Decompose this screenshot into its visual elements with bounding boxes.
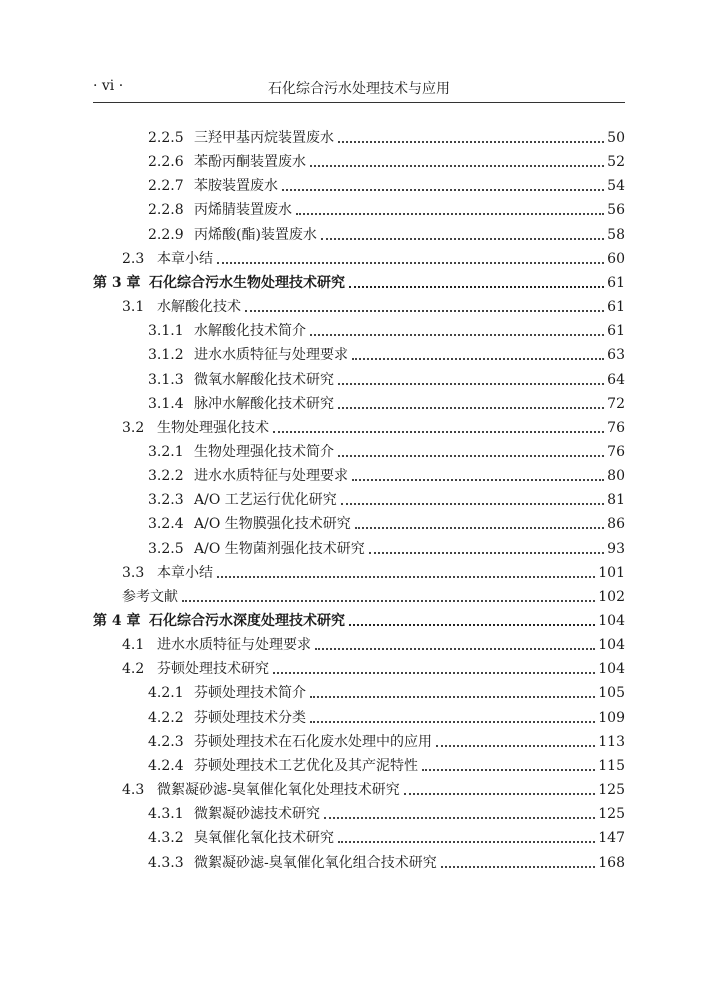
toc-entry-number: 4.3.1	[148, 806, 184, 823]
page-folio: · vi ·	[93, 78, 124, 94]
toc-dot-leader	[338, 454, 604, 457]
toc-entry	[122, 583, 625, 606]
toc-dot-leader	[245, 309, 604, 312]
toc-entry-number: 4.2.4	[148, 757, 184, 774]
toc-dot-leader	[355, 526, 604, 529]
toc-entry-number: 4.2.2	[148, 709, 184, 726]
toc-entry	[122, 414, 625, 437]
toc-entry	[122, 245, 625, 268]
toc-entry-title: 芬顿处理技术在石化废水处理中的应用	[194, 733, 432, 750]
toc-dot-leader	[404, 792, 596, 795]
toc-entry-page: 113	[598, 733, 625, 750]
toc-entry-page: 105	[598, 685, 625, 702]
toc-entry-page: 60	[607, 250, 625, 267]
toc-dot-leader	[349, 623, 595, 626]
toc-entry-number: 4.2.1	[148, 685, 184, 702]
toc-entry-title: 进水水质特征与处理要求	[157, 637, 311, 654]
toc-entry	[148, 510, 625, 533]
toc-entry-number: 3.1.3	[148, 371, 184, 388]
toc-entry-number: 2.2.8	[148, 202, 184, 219]
toc-entry-page: 115	[598, 757, 625, 774]
toc-entry-title: 水解酸化技术简介	[194, 323, 306, 340]
toc-entry-number: 3.2.3	[148, 492, 184, 509]
toc-entry-title: 水解酸化技术	[157, 299, 241, 316]
toc-entry	[148, 124, 625, 147]
toc-entry-number: 3.2	[122, 419, 145, 436]
toc-entry	[148, 704, 625, 727]
toc-dot-leader	[273, 430, 604, 433]
toc-dot-leader	[341, 502, 604, 505]
toc-dot-leader	[349, 285, 604, 288]
toc-entry-page: 109	[598, 709, 625, 726]
toc-entry-title: 微絮凝砂滤-臭氧催化氧化处理技术研究	[157, 782, 400, 799]
toc-entry-number: 2.2.6	[148, 154, 184, 171]
toc-entry-page: 125	[598, 782, 625, 799]
toc-dot-leader	[338, 406, 604, 409]
toc-entry-title: 参考文献	[122, 588, 178, 605]
toc-entry-title: 微氧水解酸化技术研究	[194, 371, 334, 388]
toc-entry-title: 微絮凝砂滤-臭氧催化氧化组合技术研究	[194, 854, 437, 871]
toc-entry	[148, 172, 625, 195]
page-header	[93, 76, 625, 100]
toc-dot-leader	[324, 816, 595, 819]
toc-entry-page: 104	[598, 637, 625, 654]
toc-entry-title: 三羟甲基丙烷装置废水	[194, 130, 334, 146]
toc-entry-number: 4.3.3	[148, 854, 184, 871]
header-rule	[93, 102, 625, 103]
toc-entry	[148, 341, 625, 364]
toc-entry-number: 3.1.4	[148, 395, 184, 412]
toc-entry	[148, 196, 625, 219]
toc-entry-page: 81	[607, 492, 625, 509]
toc-dot-leader	[310, 720, 595, 723]
toc-entry-page: 64	[607, 371, 625, 388]
toc-entry	[122, 631, 625, 654]
toc-entry-number: 3.2.4	[148, 516, 184, 533]
toc-entry-page: 61	[607, 299, 625, 316]
toc-entry	[148, 366, 625, 389]
toc-entry-page: 76	[607, 443, 625, 460]
toc-entry-number: 3.1	[122, 299, 145, 316]
toc-dot-leader	[321, 237, 604, 240]
toc-entry-number: 4.3	[122, 782, 145, 799]
toc-entry	[93, 269, 625, 292]
toc-entry-title: 臭氧催化氧化技术研究	[194, 830, 334, 847]
toc-entry-page: 54	[607, 178, 625, 195]
toc-entry-number: 3.2.2	[148, 468, 184, 485]
toc-entry-number: 3.1.1	[148, 323, 184, 340]
toc-entry-page: 52	[607, 154, 625, 171]
toc-entry	[122, 293, 625, 316]
toc-entry-number: 2.2.7	[148, 178, 184, 195]
toc-dot-leader	[338, 840, 595, 843]
toc-entry-number: 2.2.9	[148, 226, 184, 243]
toc-entry-number: 2.2.5	[148, 130, 184, 146]
toc-dot-leader	[296, 212, 604, 215]
toc-entry-number: 2.3	[122, 250, 145, 267]
toc-entry-page: 76	[607, 419, 625, 436]
toc-entry-title: 芬顿处理技术工艺优化及其产泥特性	[194, 757, 418, 774]
toc-entry	[148, 752, 625, 775]
toc-entry-number: 第 3 章	[93, 274, 141, 291]
running-title: 石化综合污水处理技术与应用	[268, 81, 450, 97]
toc-entry-title: 进水水质特征与处理要求	[194, 347, 348, 364]
toc-entry	[148, 800, 625, 823]
toc-entry	[148, 728, 625, 751]
toc-entry-title: A/O 工艺运行优化研究	[194, 492, 337, 509]
toc-entry	[148, 438, 625, 461]
toc-entry-number: 3.2.5	[148, 540, 184, 557]
toc-entry-title: 芬顿处理技术研究	[157, 661, 269, 678]
toc-entry-title: 芬顿处理技术简介	[194, 685, 306, 702]
toc-entry-title: 苯胺装置废水	[194, 178, 278, 195]
toc-entry-page: 104	[598, 661, 625, 678]
toc-entry	[122, 776, 625, 799]
toc-entry	[148, 221, 625, 244]
toc-dot-leader	[217, 261, 604, 264]
toc-dot-leader	[273, 671, 595, 674]
toc-dot-leader	[422, 768, 595, 771]
toc-dot-leader	[369, 551, 604, 554]
toc-entry-title: 石化综合污水生物处理技术研究	[149, 274, 345, 291]
toc-dot-leader	[352, 478, 604, 481]
toc-entry	[148, 824, 625, 847]
toc-entry	[148, 317, 625, 340]
toc-entry	[122, 655, 625, 678]
toc-entry-number: 4.1	[122, 637, 145, 654]
toc-entry-title: 生物处理强化技术简介	[194, 443, 334, 460]
toc-entry-page: 86	[607, 516, 625, 533]
toc-entry-number: 第 4 章	[93, 613, 141, 629]
toc-dot-leader	[352, 357, 604, 360]
toc-entry-title: 微絮凝砂滤技术研究	[194, 806, 320, 823]
toc-entry-page: 102	[598, 588, 625, 605]
toc-dot-leader	[217, 575, 595, 578]
toc-entry-page: 72	[607, 395, 625, 412]
toc-entry	[148, 849, 625, 872]
toc-dot-leader	[282, 188, 604, 191]
toc-dot-leader	[338, 382, 604, 385]
toc-entry-page: 168	[598, 854, 625, 871]
toc-entry-title: 芬顿处理技术分类	[194, 709, 306, 726]
toc-entry-page: 125	[598, 806, 625, 823]
toc-entry-title: 苯酚丙酮装置废水	[194, 154, 306, 171]
toc-entry-title: 进水水质特征与处理要求	[194, 468, 348, 485]
toc-dot-leader	[182, 599, 595, 602]
toc-entry-page: 61	[607, 323, 625, 340]
toc-entry	[122, 559, 625, 582]
toc-entry-page: 93	[607, 540, 625, 557]
toc-entry-title: A/O 生物膜强化技术研究	[194, 516, 351, 533]
toc-entry	[93, 607, 625, 630]
toc-entry-page: 104	[598, 613, 625, 629]
toc-entry-page: 147	[598, 830, 625, 847]
toc-entry-title: 丙烯酸(酯)装置废水	[194, 226, 317, 243]
toc-entry-title: 生物处理强化技术	[157, 419, 269, 436]
toc-entry-title: 本章小结	[157, 250, 213, 267]
toc-entry-page: 80	[607, 468, 625, 485]
toc-entry-title: 石化综合污水深度处理技术研究	[149, 613, 345, 629]
toc-entry	[148, 148, 625, 171]
toc-entry	[148, 535, 625, 558]
toc-dot-leader	[310, 695, 595, 698]
toc-entry-number: 3.1.2	[148, 347, 184, 364]
toc-dot-leader	[338, 140, 604, 143]
toc-entry	[148, 462, 625, 485]
toc-entry-title: 脉冲水解酸化技术研究	[194, 395, 334, 412]
toc-entry	[148, 679, 625, 702]
toc-dot-leader	[315, 647, 595, 650]
toc-entry-number: 4.2	[122, 661, 145, 678]
toc-entry-number: 3.3	[122, 564, 145, 581]
toc-entry-page: 101	[598, 564, 625, 581]
toc-entry-title: 丙烯腈装置废水	[194, 202, 292, 219]
toc-entry-page: 58	[607, 226, 625, 243]
toc-dot-leader	[441, 865, 596, 868]
toc-entry-page: 63	[607, 347, 625, 364]
toc-dot-leader	[310, 333, 604, 336]
toc-entry-page: 56	[607, 202, 625, 219]
toc-entry-number: 4.3.2	[148, 830, 184, 847]
toc-entry-title: A/O 生物菌剂强化技术研究	[194, 540, 365, 557]
toc-entry-number: 4.2.3	[148, 733, 184, 750]
toc-entry-page: 61	[607, 274, 625, 291]
toc-entry	[148, 390, 625, 413]
toc-entry	[148, 486, 625, 509]
toc-dot-leader	[436, 744, 595, 747]
toc-entry-page: 50	[607, 130, 625, 146]
toc-dot-leader	[310, 164, 604, 167]
toc-entry-number: 3.2.1	[148, 443, 184, 460]
toc-entry-title: 本章小结	[157, 564, 213, 581]
